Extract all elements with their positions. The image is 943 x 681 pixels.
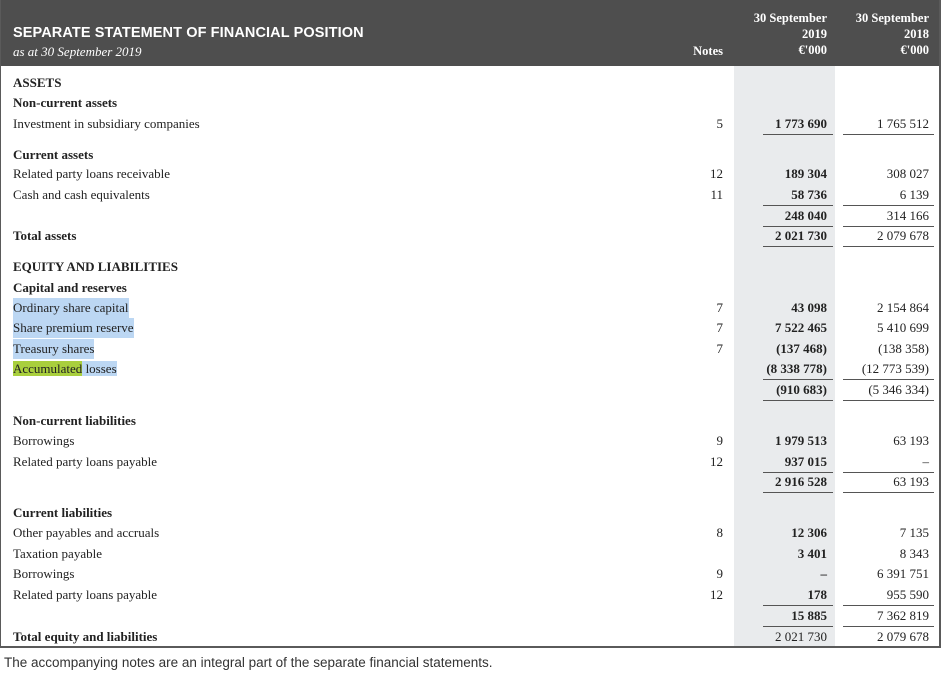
- table-row: [1, 411, 941, 431]
- table-row: [1, 93, 941, 113]
- table-row: [1, 431, 941, 451]
- highlighted-text: losses: [82, 361, 117, 376]
- row-label: Related party loans payable: [13, 454, 158, 469]
- table-row: [1, 564, 941, 584]
- value-2018: 8 343: [899, 546, 929, 561]
- table-row: [1, 206, 941, 226]
- row-label: Share premium reserve: [13, 318, 134, 338]
- row-label: Other payables and accruals: [13, 525, 160, 540]
- table-row: [1, 226, 941, 246]
- table-row: [1, 278, 941, 298]
- value-2019: 3 401: [797, 546, 827, 561]
- value-2019: 7 522 465: [775, 320, 827, 335]
- row-label: Ordinary share capital: [13, 298, 129, 318]
- value-2018: 1 765 512: [877, 116, 929, 131]
- table-row: [1, 452, 941, 472]
- value-2018: 7 135: [899, 525, 929, 540]
- total-2018: 2 079 678: [877, 228, 929, 243]
- row-note: 12: [710, 587, 723, 602]
- value-2018: 2 154 864: [877, 300, 929, 315]
- table-row: [1, 627, 941, 647]
- subtotal-2019: 2 916 528: [775, 474, 827, 489]
- total-rule: [843, 246, 934, 247]
- table-row: [1, 472, 941, 492]
- total-rule: [763, 400, 833, 401]
- row-label: Related party loans payable: [13, 587, 158, 602]
- row-note: 9: [716, 433, 723, 448]
- subtotal-2019: 15 885: [791, 608, 827, 623]
- subsection-heading: Current assets: [13, 147, 94, 162]
- table-row: [1, 380, 941, 400]
- subtotal-2018: 63 193: [893, 474, 929, 489]
- table-row: [1, 298, 941, 318]
- value-2019: (137 468): [776, 341, 827, 356]
- value-2018: 5 410 699: [877, 320, 929, 335]
- row-note: 7: [716, 320, 723, 335]
- row-note: 9: [716, 566, 723, 581]
- total-2018: 2 079 678: [877, 629, 929, 644]
- value-2019: 189 304: [784, 166, 827, 181]
- subtotal-2018: 7 362 819: [877, 608, 929, 623]
- subsection-heading: Capital and reserves: [13, 280, 127, 295]
- total-rule: [763, 246, 833, 247]
- total-rule: [843, 492, 934, 493]
- value-2018: 6 391 751: [877, 566, 929, 581]
- value-2018: –: [922, 454, 929, 469]
- subtotal-2019: (910 683): [776, 382, 827, 397]
- table-row: [1, 606, 941, 626]
- table-row: [1, 257, 941, 277]
- value-2019: (8 338 778): [766, 361, 827, 376]
- total-2019: 2 021 730: [775, 629, 827, 644]
- table-row: [1, 164, 941, 184]
- table-row: [1, 318, 941, 338]
- statement-title: SEPARATE STATEMENT OF FINANCIAL POSITION: [13, 25, 364, 41]
- value-2019: –: [820, 566, 827, 581]
- value-2019: 1 979 513: [775, 433, 827, 448]
- value-2018: 308 027: [886, 166, 929, 181]
- row-label: Taxation payable: [13, 546, 102, 561]
- value-2019: 12 306: [791, 525, 827, 540]
- column-header-2018: 30 September 2018 €'000: [855, 11, 929, 57]
- row-note: 11: [710, 187, 723, 202]
- table-row: [1, 359, 941, 379]
- section-heading: ASSETS: [13, 75, 62, 90]
- table-row: [1, 523, 941, 543]
- value-2018: 955 590: [886, 587, 929, 602]
- row-note: 7: [716, 341, 723, 356]
- row-note: 7: [716, 300, 723, 315]
- highlighted-text: Accumulated: [13, 361, 83, 376]
- total-label: Total equity and liabilities: [13, 629, 158, 644]
- value-2019: 1 773 690: [775, 116, 827, 131]
- row-note: 8: [716, 525, 723, 540]
- row-label: Related party loans receivable: [13, 166, 171, 181]
- row-label: Treasury shares: [13, 339, 94, 359]
- column-header-2019: 30 September 2019 €'000: [753, 11, 827, 57]
- total-rule: [763, 134, 833, 135]
- total-label: Total assets: [13, 228, 77, 243]
- row-note: 12: [710, 454, 723, 469]
- statement-subtitle: as at 30 September 2019: [13, 44, 142, 59]
- value-2019: 43 098: [791, 300, 827, 315]
- row-label: Borrowings: [13, 433, 75, 448]
- row-label: Cash and cash equivalents: [13, 187, 150, 202]
- row-label: Investment in subsidiary companies: [13, 116, 200, 131]
- subtotal-2018: (5 346 334): [868, 382, 929, 397]
- table-row: [1, 145, 941, 165]
- footnote: The accompanying notes are an integral part of the separate financial statements.: [4, 655, 493, 670]
- value-2019: 937 015: [784, 454, 827, 469]
- subsection-heading: Current liabilities: [13, 505, 113, 520]
- subsection-heading: Non-current assets: [13, 95, 118, 110]
- total-rule: [763, 492, 833, 493]
- total-rule: [843, 134, 934, 135]
- row-label: Borrowings: [13, 566, 75, 581]
- row-note: 5: [716, 116, 723, 131]
- table-row: [1, 585, 941, 605]
- table-row: [1, 503, 941, 523]
- notes-column-header: Notes: [693, 44, 723, 58]
- row-label: [13, 359, 117, 379]
- table-row: [1, 339, 941, 359]
- value-2018: (138 358): [878, 341, 929, 356]
- table-row: [1, 544, 941, 564]
- table-row: [1, 114, 941, 134]
- subtotal-2019: 248 040: [784, 208, 827, 223]
- table-row: [1, 185, 941, 205]
- total-2019: 2 021 730: [775, 228, 827, 243]
- section-heading: EQUITY AND LIABILITIES: [13, 259, 178, 274]
- total-rule: [843, 400, 934, 401]
- subtotal-2018: 314 166: [886, 208, 929, 223]
- value-2018: 6 139: [899, 187, 929, 202]
- table-row: [1, 73, 941, 93]
- value-2019: 178: [807, 587, 827, 602]
- row-note: 12: [710, 166, 723, 181]
- value-2019: 58 736: [791, 187, 827, 202]
- value-2018: 63 193: [893, 433, 929, 448]
- value-2018: (12 773 539): [861, 361, 929, 376]
- table-header: [1, 0, 941, 66]
- subsection-heading: Non-current liabilities: [13, 413, 136, 428]
